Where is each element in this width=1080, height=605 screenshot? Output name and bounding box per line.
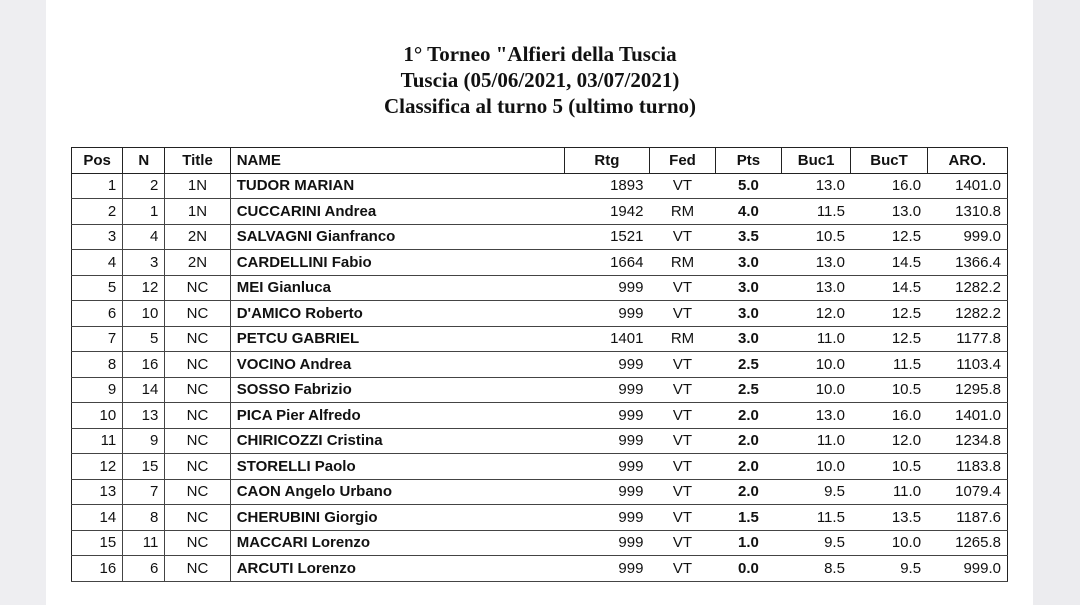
header-name: NAME [230, 148, 564, 174]
title-cell: 1N [165, 173, 230, 199]
buct-cell: 11.5 [851, 352, 927, 378]
aro-cell: 999.0 [927, 556, 1007, 582]
fed-cell: VT [649, 403, 715, 429]
pts-cell: 2.0 [716, 428, 782, 454]
buct-cell: 9.5 [851, 556, 927, 582]
n-cell: 4 [123, 224, 165, 250]
pos-cell: 15 [72, 530, 123, 556]
buc1-cell: 9.5 [781, 479, 851, 505]
aro-cell: 1234.8 [927, 428, 1007, 454]
name-cell: CARDELLINI Fabio [230, 250, 564, 276]
header-buct: BucT [851, 148, 927, 174]
buc1-cell: 10.0 [781, 377, 851, 403]
name-cell: VOCINO Andrea [230, 352, 564, 378]
pos-cell: 13 [72, 479, 123, 505]
aro-cell: 1401.0 [927, 173, 1007, 199]
table-row [72, 224, 1008, 250]
aro-cell: 1366.4 [927, 250, 1007, 276]
buc1-cell: 10.0 [781, 352, 851, 378]
title-cell: NC [165, 479, 230, 505]
aro-cell: 1401.0 [927, 403, 1007, 429]
n-cell: 14 [123, 377, 165, 403]
pos-cell: 8 [72, 352, 123, 378]
n-cell: 15 [123, 454, 165, 480]
buct-cell: 11.0 [851, 479, 927, 505]
table-row [72, 250, 1008, 276]
header-n: N [123, 148, 165, 174]
n-cell: 12 [123, 275, 165, 301]
name-cell: CAON Angelo Urbano [230, 479, 564, 505]
buct-cell: 10.5 [851, 454, 927, 480]
n-cell: 8 [123, 505, 165, 531]
fed-cell: RM [649, 250, 715, 276]
title-cell: NC [165, 505, 230, 531]
pos-cell: 7 [72, 326, 123, 352]
table-row [72, 505, 1008, 531]
rtg-cell: 999 [564, 403, 649, 429]
buct-cell: 16.0 [851, 173, 927, 199]
buc1-cell: 11.0 [781, 428, 851, 454]
pts-cell: 5.0 [716, 173, 782, 199]
fed-cell: VT [649, 556, 715, 582]
n-cell: 9 [123, 428, 165, 454]
pts-cell: 2.0 [716, 454, 782, 480]
header-fed: Fed [649, 148, 715, 174]
header-aro: ARO. [927, 148, 1007, 174]
aro-cell: 1183.8 [927, 454, 1007, 480]
fed-cell: VT [649, 454, 715, 480]
name-cell: CHIRICOZZI Cristina [230, 428, 564, 454]
rtg-cell: 999 [564, 352, 649, 378]
pts-cell: 2.5 [716, 377, 782, 403]
buc1-cell: 13.0 [781, 250, 851, 276]
name-cell: SALVAGNI Gianfranco [230, 224, 564, 250]
pos-cell: 3 [72, 224, 123, 250]
title-cell: NC [165, 352, 230, 378]
fed-cell: VT [649, 352, 715, 378]
pts-cell: 2.5 [716, 352, 782, 378]
title-cell: NC [165, 301, 230, 327]
title-cell: NC [165, 454, 230, 480]
buc1-cell: 10.5 [781, 224, 851, 250]
pos-cell: 6 [72, 301, 123, 327]
header-pts: Pts [716, 148, 782, 174]
pos-cell: 16 [72, 556, 123, 582]
table-row [72, 173, 1008, 199]
n-cell: 6 [123, 556, 165, 582]
rtg-cell: 1664 [564, 250, 649, 276]
fed-cell: VT [649, 377, 715, 403]
name-cell: D'AMICO Roberto [230, 301, 564, 327]
standings-table [71, 147, 1008, 582]
buc1-cell: 11.5 [781, 505, 851, 531]
header-buc1: Buc1 [781, 148, 851, 174]
buct-cell: 12.5 [851, 326, 927, 352]
pts-cell: 4.0 [716, 199, 782, 225]
title-cell: NC [165, 275, 230, 301]
fed-cell: RM [649, 326, 715, 352]
fed-cell: VT [649, 224, 715, 250]
tournament-title: 1° Torneo "Alfieri della Tuscia [403, 42, 677, 66]
pos-cell: 5 [72, 275, 123, 301]
name-cell: STORELLI Paolo [230, 454, 564, 480]
pos-cell: 9 [72, 377, 123, 403]
buct-cell: 12.5 [851, 224, 927, 250]
name-cell: PETCU GABRIEL [230, 326, 564, 352]
tournament-location-dates: Tuscia (05/06/2021, 03/07/2021) [400, 68, 680, 92]
title-cell: 2N [165, 250, 230, 276]
pts-cell: 3.0 [716, 301, 782, 327]
aro-cell: 1187.6 [927, 505, 1007, 531]
buc1-cell: 8.5 [781, 556, 851, 582]
pts-cell: 3.5 [716, 224, 782, 250]
table-row [72, 530, 1008, 556]
fed-cell: RM [649, 199, 715, 225]
aro-cell: 1265.8 [927, 530, 1007, 556]
rtg-cell: 999 [564, 505, 649, 531]
fed-cell: VT [649, 428, 715, 454]
rtg-cell: 999 [564, 428, 649, 454]
pos-cell: 10 [72, 403, 123, 429]
fed-cell: VT [649, 479, 715, 505]
buc1-cell: 12.0 [781, 301, 851, 327]
name-cell: MACCARI Lorenzo [230, 530, 564, 556]
name-cell: CUCCARINI Andrea [230, 199, 564, 225]
buc1-cell: 13.0 [781, 403, 851, 429]
title-cell: 2N [165, 224, 230, 250]
table-row [72, 403, 1008, 429]
header-title: Title [165, 148, 230, 174]
rtg-cell: 1942 [564, 199, 649, 225]
rtg-cell: 999 [564, 275, 649, 301]
fed-cell: VT [649, 173, 715, 199]
name-cell: MEI Gianluca [230, 275, 564, 301]
fed-cell: VT [649, 530, 715, 556]
name-cell: CHERUBINI Giorgio [230, 505, 564, 531]
aro-cell: 1310.8 [927, 199, 1007, 225]
pos-cell: 4 [72, 250, 123, 276]
n-cell: 2 [123, 173, 165, 199]
n-cell: 10 [123, 301, 165, 327]
pts-cell: 3.0 [716, 275, 782, 301]
fed-cell: VT [649, 505, 715, 531]
aro-cell: 1103.4 [927, 352, 1007, 378]
buct-cell: 13.5 [851, 505, 927, 531]
name-cell: ARCUTI Lorenzo [230, 556, 564, 582]
buc1-cell: 13.0 [781, 275, 851, 301]
title-cell: NC [165, 377, 230, 403]
rtg-cell: 999 [564, 556, 649, 582]
rtg-cell: 999 [564, 530, 649, 556]
aro-cell: 1177.8 [927, 326, 1007, 352]
rtg-cell: 1521 [564, 224, 649, 250]
table-row [72, 352, 1008, 378]
pos-cell: 12 [72, 454, 123, 480]
buct-cell: 10.5 [851, 377, 927, 403]
table-row [72, 556, 1008, 582]
pts-cell: 2.0 [716, 403, 782, 429]
buct-cell: 14.5 [851, 275, 927, 301]
buct-cell: 10.0 [851, 530, 927, 556]
title-cell: NC [165, 428, 230, 454]
name-cell: TUDOR MARIAN [230, 173, 564, 199]
buct-cell: 13.0 [851, 199, 927, 225]
aro-cell: 1295.8 [927, 377, 1007, 403]
buc1-cell: 13.0 [781, 173, 851, 199]
table-row [72, 301, 1008, 327]
rtg-cell: 999 [564, 301, 649, 327]
pts-cell: 3.0 [716, 250, 782, 276]
table-row [72, 377, 1008, 403]
title-cell: 1N [165, 199, 230, 225]
n-cell: 3 [123, 250, 165, 276]
pos-cell: 11 [72, 428, 123, 454]
table-row [72, 275, 1008, 301]
pts-cell: 1.0 [716, 530, 782, 556]
buct-cell: 16.0 [851, 403, 927, 429]
name-cell: PICA Pier Alfredo [230, 403, 564, 429]
aro-cell: 1282.2 [927, 275, 1007, 301]
standings-header-row [72, 148, 1008, 174]
buc1-cell: 11.5 [781, 199, 851, 225]
n-cell: 16 [123, 352, 165, 378]
buc1-cell: 10.0 [781, 454, 851, 480]
pos-cell: 1 [72, 173, 123, 199]
n-cell: 5 [123, 326, 165, 352]
n-cell: 7 [123, 479, 165, 505]
title-cell: NC [165, 403, 230, 429]
title-cell: NC [165, 326, 230, 352]
pos-cell: 2 [72, 199, 123, 225]
aro-cell: 1079.4 [927, 479, 1007, 505]
rtg-cell: 1893 [564, 173, 649, 199]
standings-round-caption: Classifica al turno 5 (ultimo turno) [383, 94, 697, 118]
rtg-cell: 999 [564, 454, 649, 480]
pos-cell: 14 [72, 505, 123, 531]
rtg-cell: 999 [564, 479, 649, 505]
buct-cell: 12.0 [851, 428, 927, 454]
header-pos: Pos [72, 148, 123, 174]
pts-cell: 3.0 [716, 326, 782, 352]
fed-cell: VT [649, 301, 715, 327]
buc1-cell: 9.5 [781, 530, 851, 556]
buc1-cell: 11.0 [781, 326, 851, 352]
n-cell: 11 [123, 530, 165, 556]
document-heading [0, 41, 1080, 119]
pts-cell: 0.0 [716, 556, 782, 582]
table-row [72, 428, 1008, 454]
table-row [72, 454, 1008, 480]
n-cell: 1 [123, 199, 165, 225]
n-cell: 13 [123, 403, 165, 429]
rtg-cell: 999 [564, 377, 649, 403]
title-cell: NC [165, 530, 230, 556]
aro-cell: 1282.2 [927, 301, 1007, 327]
fed-cell: VT [649, 275, 715, 301]
name-cell: SOSSO Fabrizio [230, 377, 564, 403]
header-rtg: Rtg [564, 148, 649, 174]
table-row [72, 199, 1008, 225]
pts-cell: 2.0 [716, 479, 782, 505]
table-row [72, 479, 1008, 505]
buct-cell: 14.5 [851, 250, 927, 276]
standings-body [72, 173, 1008, 581]
aro-cell: 999.0 [927, 224, 1007, 250]
title-cell: NC [165, 556, 230, 582]
rtg-cell: 1401 [564, 326, 649, 352]
table-row [72, 326, 1008, 352]
pts-cell: 1.5 [716, 505, 782, 531]
buct-cell: 12.5 [851, 301, 927, 327]
